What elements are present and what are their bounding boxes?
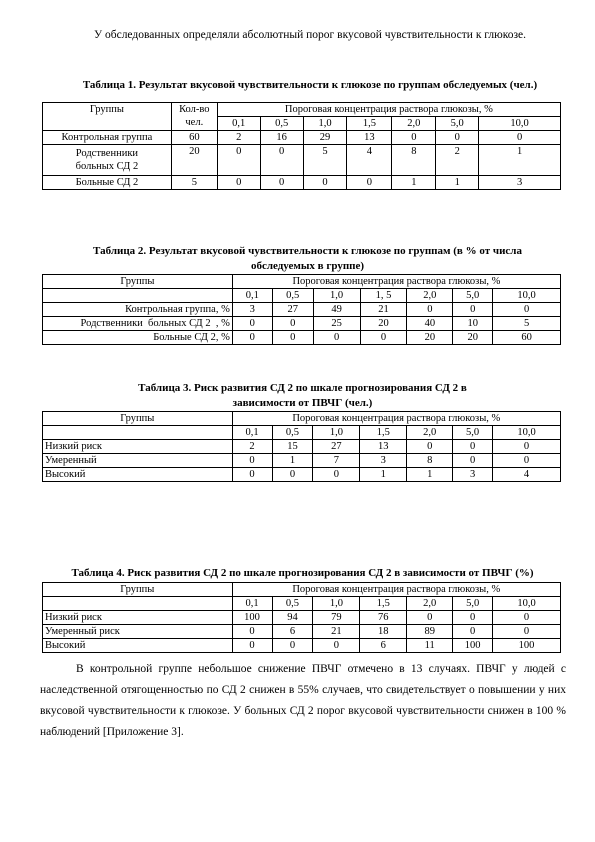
table2-levels-row: [43, 289, 561, 303]
table3-level: 2,0: [407, 426, 453, 440]
cell: 3: [360, 454, 407, 468]
table-row: [43, 611, 561, 625]
cell: 76: [360, 611, 407, 625]
table1-level: 0,5: [260, 117, 303, 131]
cell: 10: [453, 317, 493, 331]
cell: 89: [407, 625, 453, 639]
table4-level: 0,5: [272, 597, 313, 611]
cell: 0: [272, 639, 313, 653]
cell: 0: [217, 176, 260, 190]
row-name: Низкий риск: [43, 440, 233, 454]
table1-header-row: [43, 103, 561, 117]
cell: 40: [407, 317, 453, 331]
table-row: [43, 303, 561, 317]
cell: 0: [493, 454, 561, 468]
cell: 0: [260, 176, 303, 190]
cell: 8: [407, 454, 453, 468]
cell: 4: [493, 468, 561, 482]
cell: 0: [436, 131, 479, 145]
table2: [42, 274, 561, 345]
table-row: [43, 145, 561, 176]
cell: 20: [360, 317, 407, 331]
table4-col-concentration: Пороговая концентрация раствора глюкозы, %: [232, 583, 560, 597]
table3-empty-cell: [43, 426, 233, 440]
table1-level: 2,0: [392, 117, 436, 131]
cell: 0: [493, 440, 561, 454]
cell: 21: [360, 303, 407, 317]
cell: 79: [313, 611, 360, 625]
table2-level: 1, 5: [360, 289, 407, 303]
cell: 6: [360, 639, 407, 653]
table2-empty-cell: [43, 289, 233, 303]
table4-col-groups: Группы: [43, 583, 233, 597]
cell: 0: [232, 454, 272, 468]
cell: 1: [272, 454, 313, 468]
table1-level: 10,0: [479, 117, 561, 131]
table4: [42, 582, 561, 653]
cell: 16: [260, 131, 303, 145]
cell: 0: [217, 145, 260, 176]
cell: 1: [436, 176, 479, 190]
table2-level: 10,0: [493, 289, 561, 303]
table4-level: 1,5: [360, 597, 407, 611]
table4-level: 2,0: [407, 597, 453, 611]
cell: 1: [392, 176, 436, 190]
cell: 0: [453, 440, 493, 454]
cell: 2: [436, 145, 479, 176]
table4-level: 10,0: [493, 597, 561, 611]
cell: 0: [232, 639, 272, 653]
cell: 0: [392, 131, 436, 145]
cell: 0: [407, 440, 453, 454]
cell: 3: [232, 303, 272, 317]
cell: 0: [313, 331, 360, 345]
table2-level: 2,0: [407, 289, 453, 303]
cell: 0: [232, 317, 272, 331]
table2-header-row: [43, 275, 561, 289]
row-name: Родственники больных СД 2: [43, 145, 172, 176]
cell: 0: [232, 331, 272, 345]
table3-level: 5,0: [453, 426, 493, 440]
row-name: Умеренный риск: [43, 625, 233, 639]
cell: 0: [479, 131, 561, 145]
cell: 0: [313, 468, 360, 482]
cell: 60: [493, 331, 561, 345]
row-name: Контрольная группа, %: [43, 303, 233, 317]
cell: 5: [303, 145, 347, 176]
cell: 0: [360, 331, 407, 345]
cell: 100: [232, 611, 272, 625]
cell: 8: [392, 145, 436, 176]
table3-level: 1,0: [313, 426, 360, 440]
table-row: [43, 454, 561, 468]
cell: 11: [407, 639, 453, 653]
table3-level: 0,5: [272, 426, 313, 440]
cell: 25: [313, 317, 360, 331]
cell: 27: [313, 440, 360, 454]
table3-levels-row: [43, 426, 561, 440]
cell: 0: [493, 611, 561, 625]
table2-level: 5,0: [453, 289, 493, 303]
table-row: [43, 639, 561, 653]
cell: 0: [272, 331, 313, 345]
cell: 0: [493, 625, 561, 639]
table2-caption: Таблица 2. Результат вкусовой чувствительности к глюкозе по группам (в % от числа обследуемых в группе): [93, 245, 522, 272]
cell: 0: [260, 145, 303, 176]
conclusion-paragraph: [40, 659, 566, 743]
table2-col-concentration: Пороговая концентрация раствора глюкозы, %: [232, 275, 560, 289]
cell: 13: [347, 131, 392, 145]
table1-col-count: Кол-во чел.: [171, 103, 217, 131]
cell: 0: [453, 303, 493, 317]
cell: 27: [272, 303, 313, 317]
table4-caption: Таблица 4. Риск развития СД 2 по шкале прогнозирования СД 2 в зависимости от ПВЧГ (%): [71, 567, 534, 579]
cell: 94: [272, 611, 313, 625]
table3-level: 0,1: [232, 426, 272, 440]
cell: 0: [272, 468, 313, 482]
table-row: [43, 468, 561, 482]
cell: 18: [360, 625, 407, 639]
cell: 0: [232, 625, 272, 639]
cell: 2: [217, 131, 260, 145]
row-name: Высокий: [43, 468, 233, 482]
table1-level: 0,1: [217, 117, 260, 131]
cell: 13: [360, 440, 407, 454]
table3-col-groups: Группы: [43, 412, 233, 426]
cell: 0: [272, 317, 313, 331]
cell: 6: [272, 625, 313, 639]
row-name: Родственники больных СД 2 , %: [43, 317, 233, 331]
table4-level: 5,0: [453, 597, 493, 611]
cell: 1: [360, 468, 407, 482]
cell: 100: [493, 639, 561, 653]
cell: 3: [479, 176, 561, 190]
table2-level: 1,0: [313, 289, 360, 303]
cell: 2: [232, 440, 272, 454]
table2-level: 0,1: [232, 289, 272, 303]
row-name: Умеренный: [43, 454, 233, 468]
cell: 1: [479, 145, 561, 176]
cell: 21: [313, 625, 360, 639]
cell: 0: [453, 625, 493, 639]
table-row: [43, 317, 561, 331]
cell: 29: [303, 131, 347, 145]
cell: 0: [407, 303, 453, 317]
table1: [42, 102, 561, 190]
table2-level: 0,5: [272, 289, 313, 303]
cell: 15: [272, 440, 313, 454]
cell: 20: [453, 331, 493, 345]
table3: [42, 411, 561, 482]
cell: 20: [407, 331, 453, 345]
cell: 0: [453, 454, 493, 468]
cell: 49: [313, 303, 360, 317]
table-row: [43, 131, 561, 145]
cell: 0: [313, 639, 360, 653]
cell: 5: [493, 317, 561, 331]
table1-col-groups: Группы: [43, 103, 172, 131]
row-count: 5: [171, 176, 217, 190]
table1-level: 1,5: [347, 117, 392, 131]
row-name: Больные СД 2, %: [43, 331, 233, 345]
table4-level: 1,0: [313, 597, 360, 611]
table1-caption: Таблица 1. Результат вкусовой чувствительности к глюкозе по группам обследуемых (чел.): [82, 79, 538, 91]
cell: 0: [493, 303, 561, 317]
table-row: [43, 331, 561, 345]
table1-col-concentration: Пороговая концентрация раствора глюкозы, %: [217, 103, 560, 117]
table4-levels-row: [43, 597, 561, 611]
table4-header-row: [43, 583, 561, 597]
intro-text: У обследованных определяли абсолютный порог вкусовой чувствительности к глюкозе.: [93, 29, 527, 41]
table3-col-concentration: Пороговая концентрация раствора глюкозы, %: [232, 412, 560, 426]
cell: 4: [347, 145, 392, 176]
table1-level: 1,0: [303, 117, 347, 131]
table1-level: 5,0: [436, 117, 479, 131]
row-name: Больные СД 2: [43, 176, 172, 190]
table4-empty-cell: [43, 597, 233, 611]
cell: 100: [453, 639, 493, 653]
cell: 7: [313, 454, 360, 468]
table-row: [43, 625, 561, 639]
table4-level: 0,1: [232, 597, 272, 611]
cell: 0: [453, 611, 493, 625]
row-count: 60: [171, 131, 217, 145]
row-name: Низкий риск: [43, 611, 233, 625]
row-count: 20: [171, 145, 217, 176]
cell: 0: [303, 176, 347, 190]
table3-level: 1,5: [360, 426, 407, 440]
table3-header-row: [43, 412, 561, 426]
table-row: [43, 440, 561, 454]
table2-col-groups: Группы: [43, 275, 233, 289]
cell: 3: [453, 468, 493, 482]
table-row: [43, 176, 561, 190]
cell: 0: [407, 611, 453, 625]
cell: 0: [347, 176, 392, 190]
cell: 1: [407, 468, 453, 482]
conclusion-text: В контрольной группе небольшое снижение ПВЧГ отмечено в 13 случаях. ПВЧГ у людей с наследственной отягощенностью по СД 2 снижен в 55% случаев, что свидетельствует о повышении у них вкусовой чувствительности к глюкозе. У больных СД 2 порог вкусовой чувствительности снижен в 100 % наблюдений [Приложение 3].: [40, 663, 566, 738]
row-name: Высокий: [43, 639, 233, 653]
table3-level: 10,0: [493, 426, 561, 440]
row-name: Контрольная группа: [43, 131, 172, 145]
cell: 0: [232, 468, 272, 482]
table3-caption: Таблица 3. Риск развития СД 2 по шкале прогнозирования СД 2 в зависимости от ПВЧГ (чел.): [138, 382, 467, 409]
